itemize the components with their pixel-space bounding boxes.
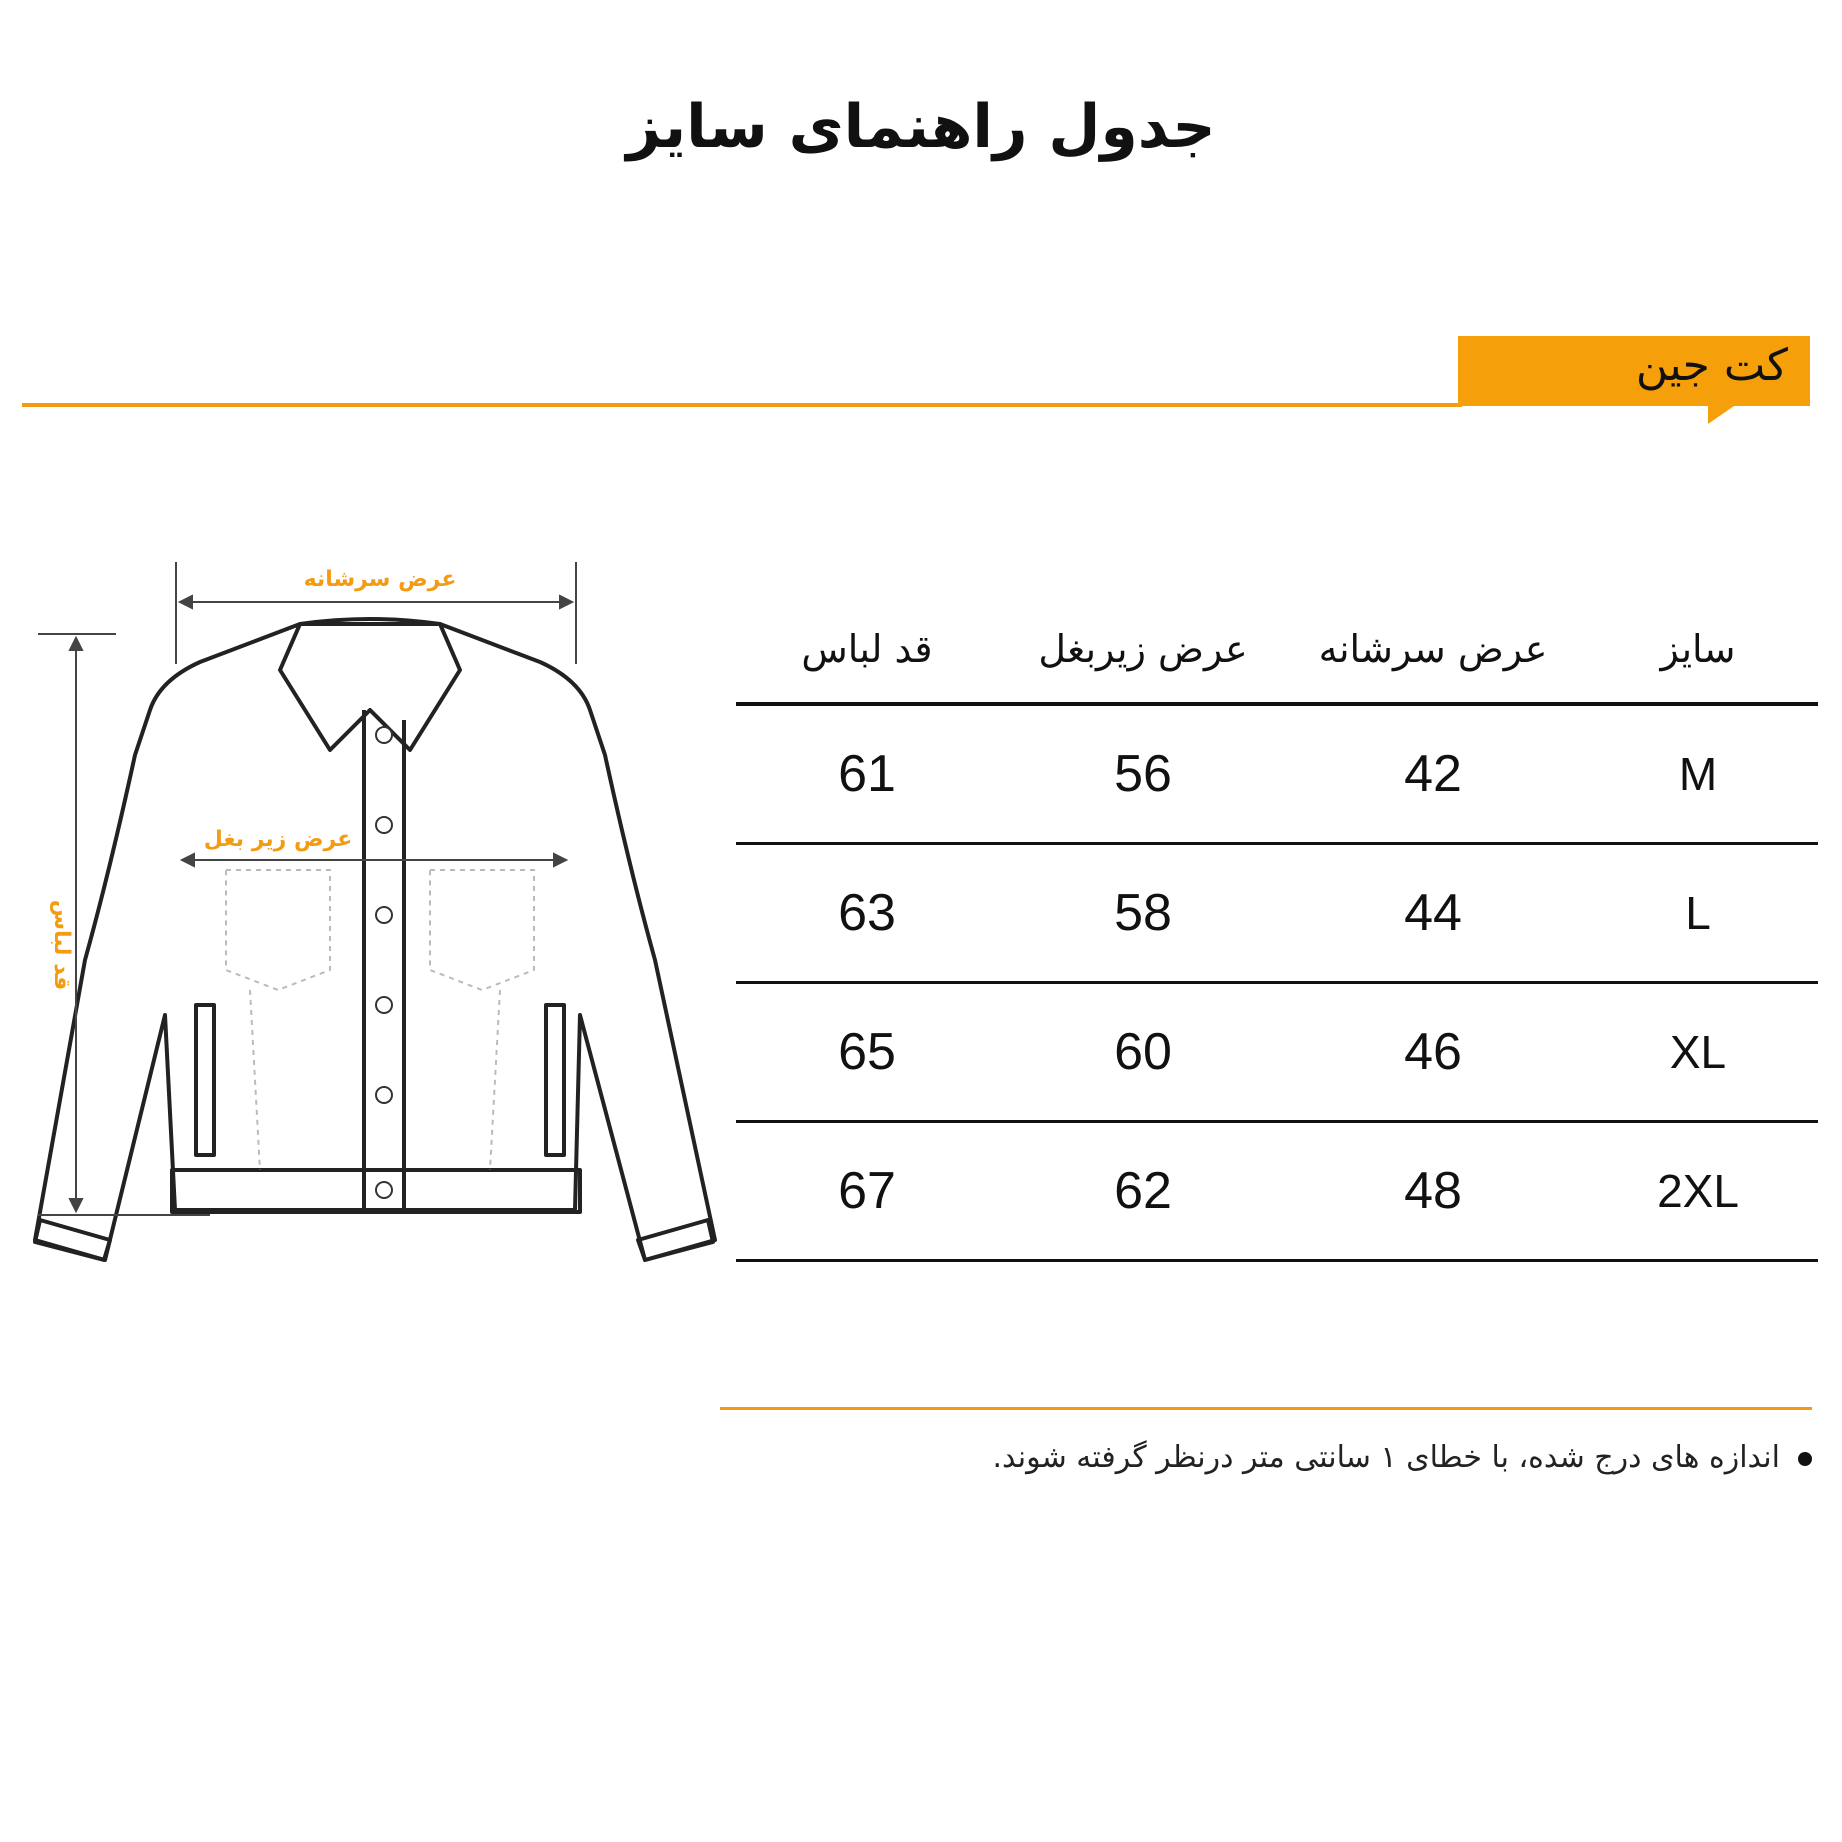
- footer-divider: [720, 1407, 1812, 1410]
- length-dimension-label: قد لباس: [49, 899, 74, 991]
- header-shoulder: عرض سرشانه: [1288, 595, 1578, 704]
- cell-shoulder: 44: [1288, 844, 1578, 983]
- section-tag: [1458, 336, 1810, 406]
- cell-chest: 62: [998, 1122, 1288, 1261]
- chest-dimension-label: عرض زیر بغل: [203, 827, 353, 852]
- cell-size: L: [1578, 844, 1818, 983]
- left-hand-pocket: [196, 1005, 214, 1155]
- button: [376, 997, 392, 1013]
- cell-chest: 56: [998, 704, 1288, 844]
- left-cuff: [35, 1220, 110, 1260]
- cell-size: XL: [1578, 983, 1818, 1122]
- button: [376, 1182, 392, 1198]
- collar: [280, 619, 460, 750]
- section-divider: [22, 403, 1462, 407]
- button: [376, 907, 392, 923]
- cell-shoulder: 48: [1288, 1122, 1578, 1261]
- table-header-row: [736, 595, 1818, 704]
- jacket-outline: [35, 624, 715, 1260]
- cell-length: 63: [736, 844, 998, 983]
- right-cuff: [638, 1220, 713, 1260]
- table-row: [736, 844, 1818, 983]
- cell-length: 67: [736, 1122, 998, 1261]
- button: [376, 727, 392, 743]
- cell-shoulder: 42: [1288, 704, 1578, 844]
- cell-chest: 60: [998, 983, 1288, 1122]
- jacket-diagram: [0, 540, 740, 1300]
- button: [376, 817, 392, 833]
- page-title: جدول راهنمای سایز: [626, 92, 1216, 162]
- cell-size: M: [1578, 704, 1818, 844]
- table-row: [736, 704, 1818, 844]
- header-length: قد لباس: [736, 595, 998, 704]
- header-size: سایز: [1578, 595, 1818, 704]
- bullet-icon: [1798, 1452, 1812, 1466]
- note-text: اندازه های درج شده، با خطای ۱ سانتی متر درنظر گرفته شوند.: [992, 1440, 1780, 1475]
- section-tag-notch: [1708, 406, 1734, 424]
- section-label: کت جین: [1635, 340, 1788, 391]
- cell-shoulder: 46: [1288, 983, 1578, 1122]
- header-chest: عرض زیربغل: [998, 595, 1288, 704]
- cell-length: 65: [736, 983, 998, 1122]
- shoulder-dimension-label: عرض سرشانه: [303, 567, 457, 592]
- table-row: [736, 1122, 1818, 1261]
- measurement-note: [992, 1440, 1812, 1475]
- cell-chest: 58: [998, 844, 1288, 983]
- size-table: [736, 595, 1818, 1262]
- right-hand-pocket: [546, 1005, 564, 1155]
- table-row: [736, 983, 1818, 1122]
- cell-size: 2XL: [1578, 1122, 1818, 1261]
- button: [376, 1087, 392, 1103]
- cell-length: 61: [736, 704, 998, 844]
